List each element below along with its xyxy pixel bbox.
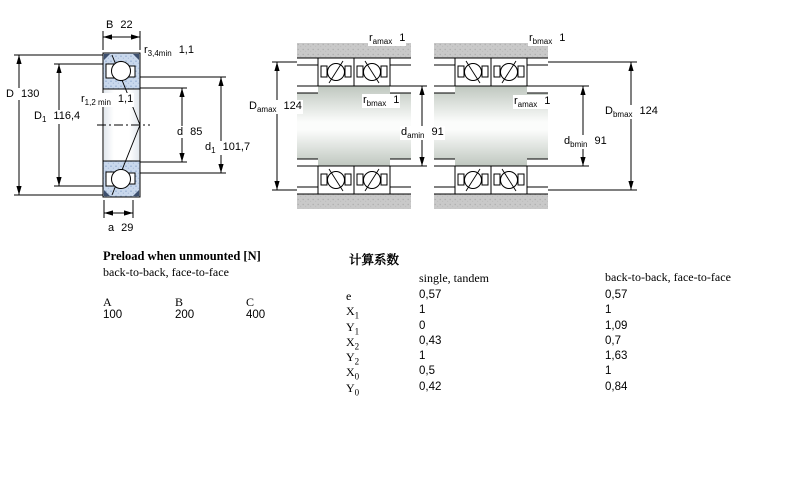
- dim-label-r34min: $r_{3,4min}$ 1,1: [144, 44, 194, 59]
- factors-row-e: e 0,57 0,57: [346, 289, 628, 303]
- preload-value-b: 200: [175, 309, 195, 321]
- dim-label-D1: $D_1$ 116,4: [34, 110, 81, 125]
- preload-table-value-row: [103, 309, 316, 321]
- preload-col-b: B: [175, 295, 184, 309]
- mounting-diagram-face-to-face: [434, 43, 637, 209]
- dim-label-ramax-ff: $r_{amax}$ 1: [514, 95, 551, 110]
- dim-label-d: d 85: [177, 126, 203, 138]
- dim-label-rbmax-ff: $r_{bmax}$ 1: [529, 32, 566, 47]
- preload-table-subtitle: back-to-back, face-to-face: [103, 265, 229, 279]
- factors-row-y2: $Y_2$ 1 1,63: [346, 350, 628, 367]
- dim-label-Damax: $D_{amax}$ 124: [249, 100, 302, 115]
- dim-label-dbmin: $d_{bmin}$ 91: [564, 135, 607, 150]
- preload-table-header-row: [103, 295, 316, 310]
- preload-col-a: A: [103, 295, 112, 309]
- dim-label-Dbmax: $D_{bmax}$ 124: [605, 105, 658, 120]
- dim-label-d1: $d_1$ 101,7: [205, 141, 251, 156]
- factors-row-y1: $Y_1$ 0 1,09: [346, 319, 628, 336]
- dim-label-B: B 22: [106, 19, 133, 31]
- factors-row-x2: $X_2$ 0,43 0,7: [346, 334, 621, 352]
- factors-row-y0: $Y_0$ 0,42 0,84: [346, 380, 628, 398]
- preload-value-c: 400: [246, 309, 266, 321]
- factors-row-x1: $X_1$ 1 1: [346, 304, 612, 321]
- dim-label-rbmax-bb: $r_{bmax}$ 1: [363, 94, 400, 109]
- factors-table-rows: [346, 289, 735, 396]
- preload-value-a: 100: [103, 309, 123, 321]
- preload-col-c: C: [246, 295, 255, 309]
- factors-col2-header: back-to-back, face-to-face: [605, 270, 731, 284]
- dim-label-damin: $d_{amin}$ 91: [401, 126, 444, 141]
- dim-label-a: a 29: [108, 222, 134, 234]
- preload-table-title: Preload when unmounted [N]: [103, 249, 261, 263]
- factors-table-title: 计算系数: [349, 253, 400, 267]
- dim-label-D: D 130: [6, 88, 40, 100]
- bearing-cross-section-diagram: [14, 31, 226, 218]
- dim-label-r12min: $r_{1,2 min}$ 1,1: [81, 93, 134, 108]
- factors-col1-header: single, tandem: [419, 271, 489, 285]
- dim-label-ramax-bb: $r_{amax}$ 1: [369, 32, 406, 47]
- factors-row-x0: $X_0$ 0,5 1: [346, 365, 612, 382]
